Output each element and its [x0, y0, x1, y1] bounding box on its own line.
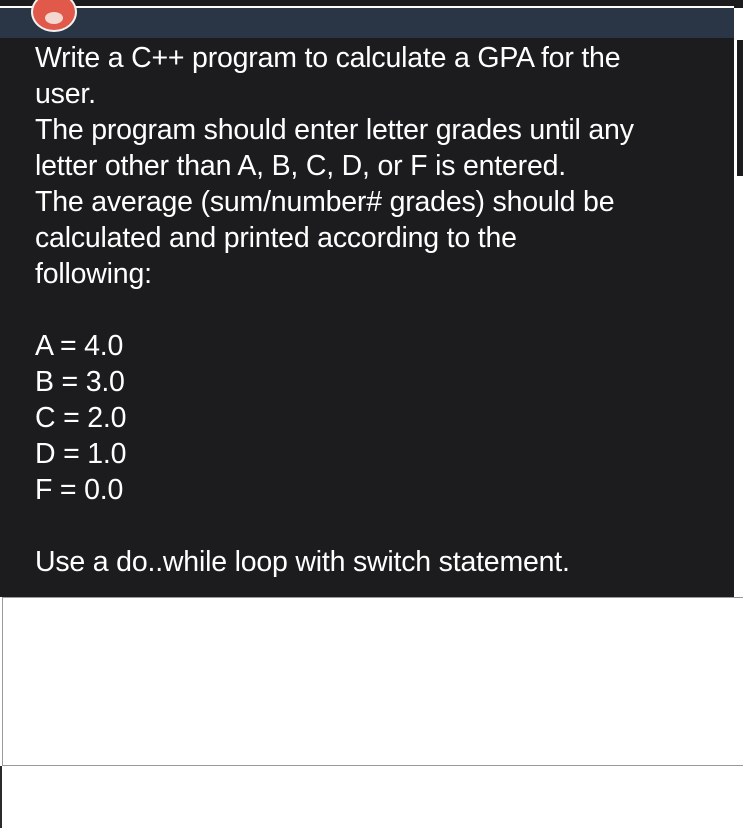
intro-line: Write a C++ program to calculate a GPA for the	[35, 42, 621, 74]
blank-line	[35, 292, 725, 328]
intro-line: calculated and printed according to the	[35, 222, 517, 254]
question-panel	[0, 38, 734, 597]
grade-f-line: F = 0.0	[35, 474, 124, 506]
header-bar	[0, 6, 734, 40]
answer-area[interactable]	[2, 597, 743, 766]
grade-c-line: C = 2.0	[35, 402, 127, 434]
instruction-line: Use a do..while loop with switch statement.	[35, 546, 570, 578]
intro-line: letter other than A, B, C, D, or F is entered.	[35, 150, 566, 182]
grade-a-line: A = 4.0	[35, 330, 124, 362]
blank-line	[35, 508, 725, 544]
intro-line: The average (sum/number# grades) should be	[35, 186, 615, 218]
grade-d-line: D = 1.0	[35, 438, 127, 470]
intro-line: The program should enter letter grades until any	[35, 114, 634, 146]
right-edge	[737, 40, 743, 176]
left-edge	[0, 766, 2, 828]
grade-b-line: B = 3.0	[35, 366, 125, 398]
question-text	[35, 40, 725, 580]
intro-line: user.	[35, 78, 96, 110]
intro-line: following:	[35, 258, 152, 290]
avatar-icon[interactable]	[31, 0, 77, 32]
